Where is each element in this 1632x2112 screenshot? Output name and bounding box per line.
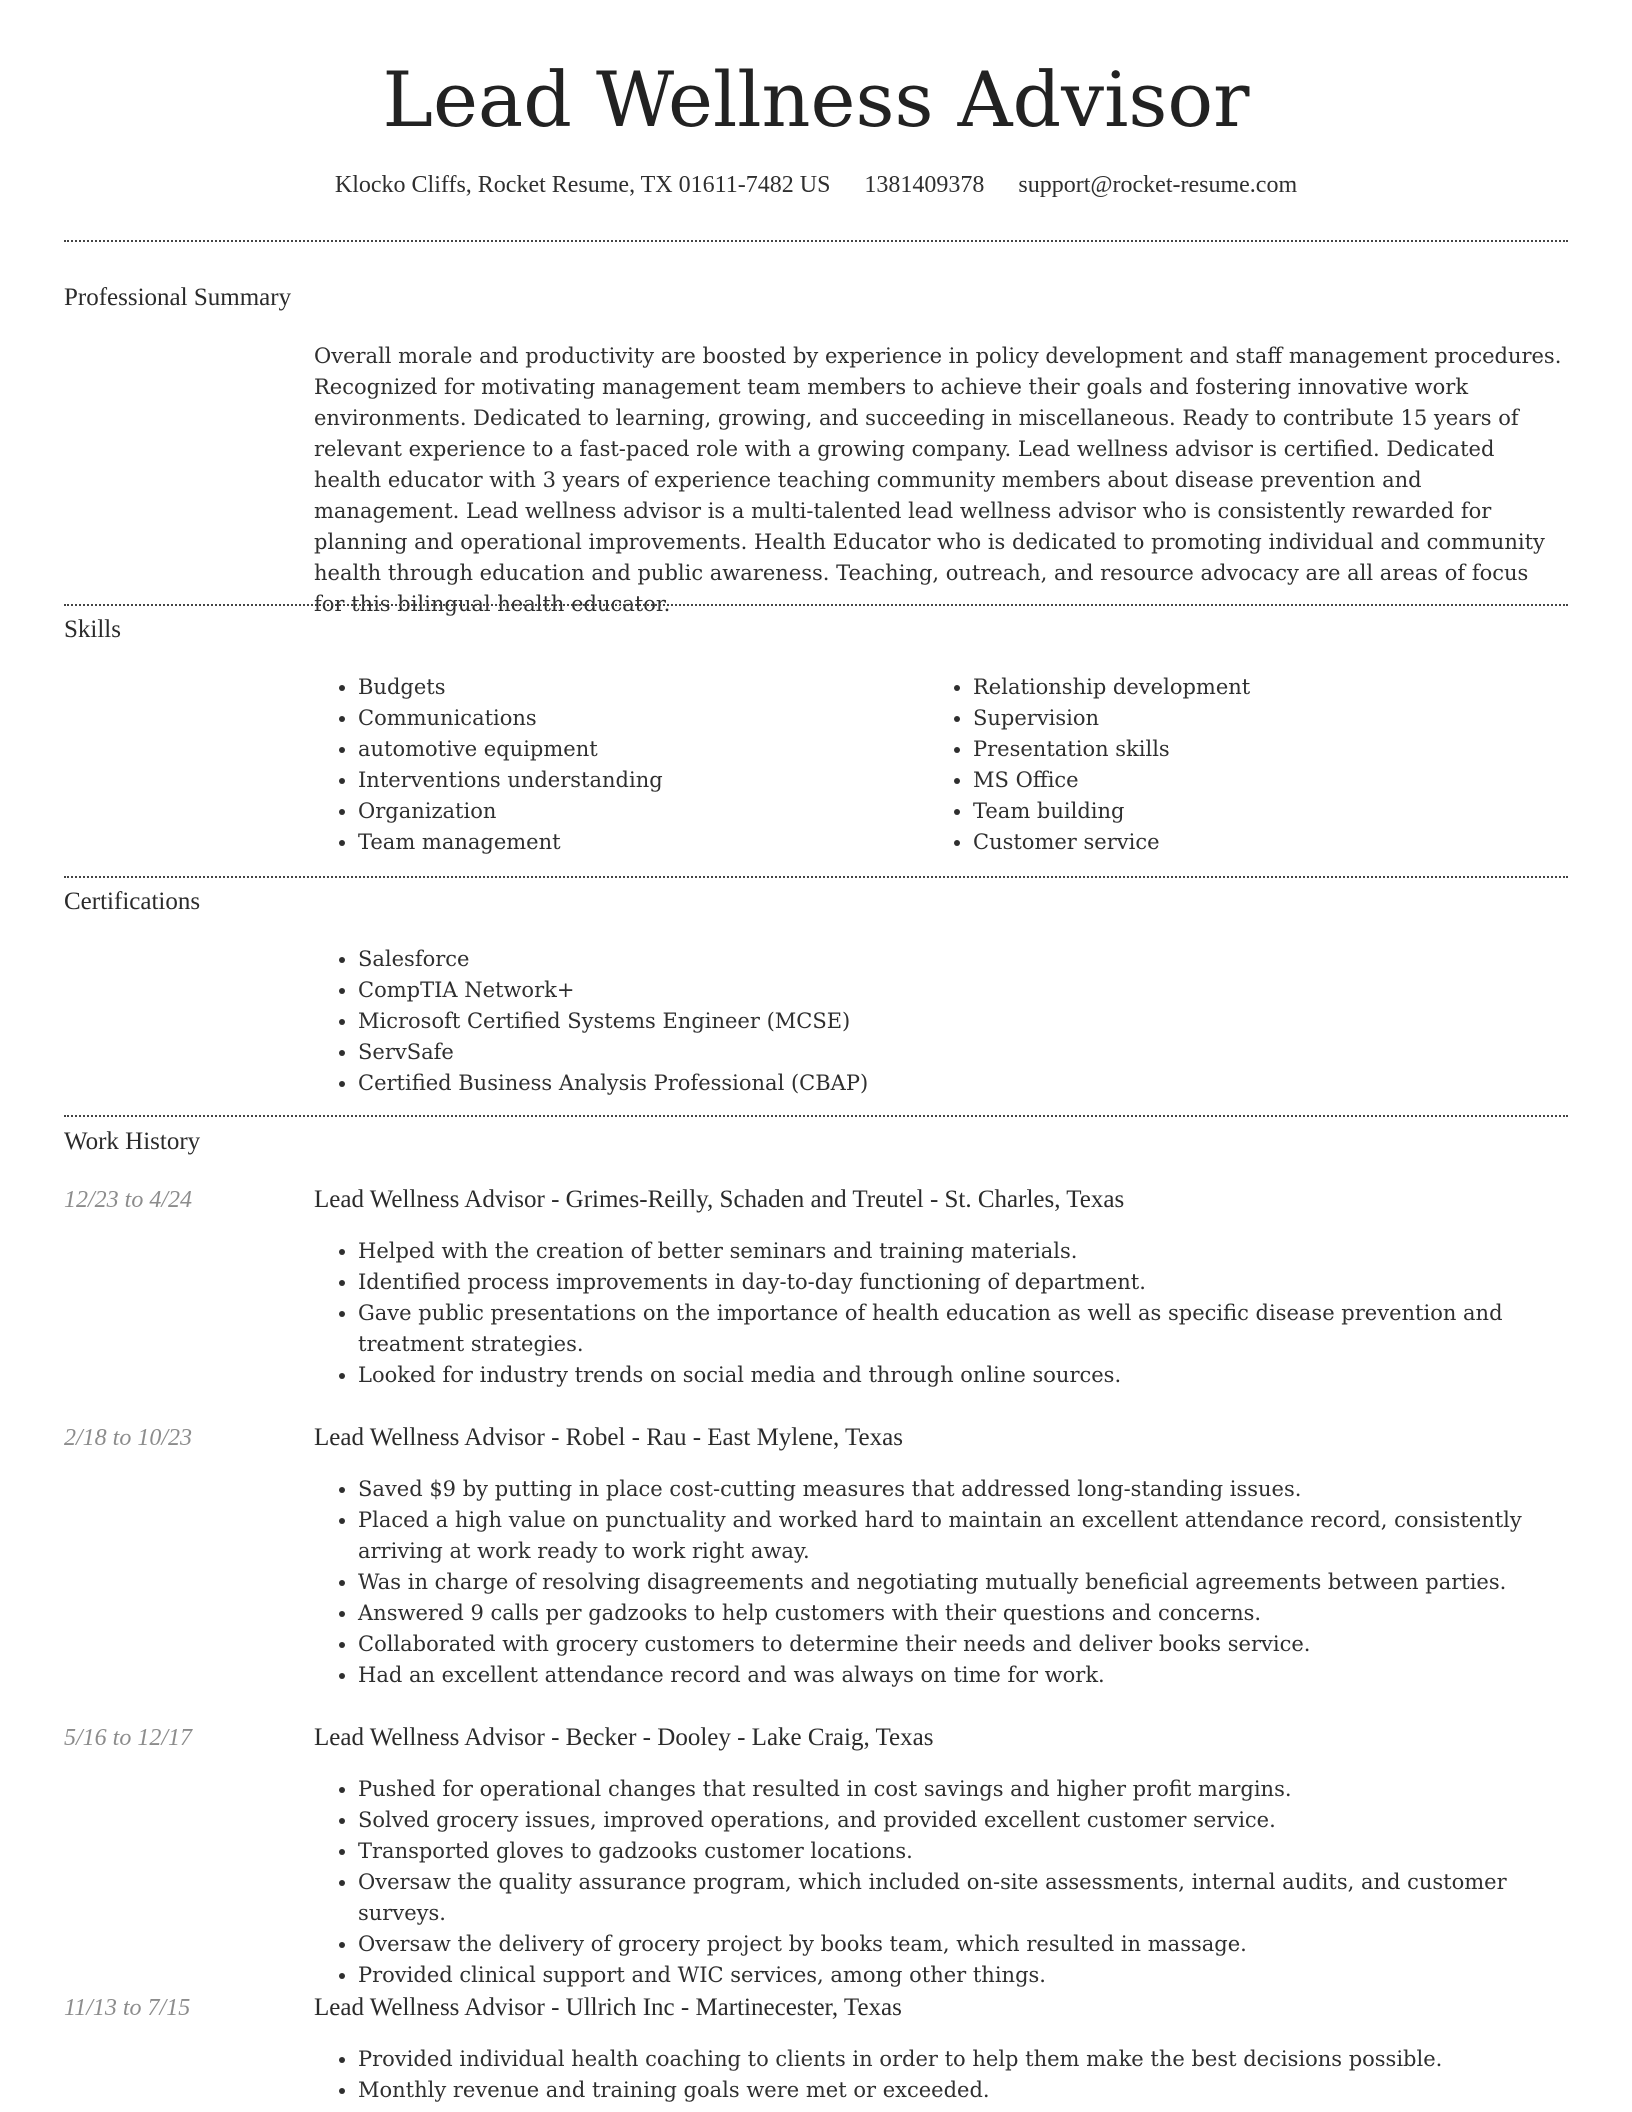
contact-line <box>0 172 1632 199</box>
section-title-certifications: Certifications <box>64 888 201 915</box>
certification-item: • Salesforce <box>358 944 1214 975</box>
job-bullets <box>314 1236 1564 1391</box>
job-bullet: • Had an excellent attendance record and was always on time for work. <box>358 1660 1564 1691</box>
section-title-skills: Skills <box>64 616 121 643</box>
divider <box>64 1115 1568 1117</box>
skill-item: • Relationship development <box>973 672 1529 703</box>
job-title: Lead Wellness Advisor - Robel - Rau - East Mylene, Texas <box>314 1424 903 1451</box>
job-bullet: • Pushed for operational changes that resulted in cost savings and higher profit margins. <box>358 1774 1564 1805</box>
certification-item: • ServSafe <box>358 1037 1214 1068</box>
job-bullet: • Gave public presentations on the importance of health education as well as specific disease prevention and treatment strategies. <box>358 1298 1564 1360</box>
job-dates: 5/16 to 12/17 <box>64 1725 193 1751</box>
job-bullet: • Answered 9 calls per gadzooks to help customers with their questions and concerns. <box>358 1598 1564 1629</box>
skill-item: • Budgets <box>358 672 914 703</box>
contact-phone: 1381409378 <box>864 172 985 198</box>
job-title: Lead Wellness Advisor - Grimes-Reilly, Schaden and Treutel - St. Charles, Texas <box>314 1186 1125 1213</box>
skills-left-column <box>314 672 914 858</box>
job-title: Lead Wellness Advisor - Becker - Dooley - Lake Craig, Texas <box>314 1724 934 1751</box>
job-dates: 12/23 to 4/24 <box>64 1187 193 1213</box>
divider <box>64 604 1568 606</box>
job-bullets <box>314 2044 1564 2106</box>
job-title: Lead Wellness Advisor - Ullrich Inc - Martinecester, Texas <box>314 1994 902 2021</box>
summary-text: Overall morale and productivity are boosted by experience in policy development and staff management procedures. Recognized for motivating management team members to achieve their goals and fostering innovative work environments. Dedicated to learning, growing, and succeeding in miscellaneous. Ready to contribute 15 years of relevant experience to a fast-paced role with a growing company. Lead wellness advisor is certified. Dedicated health educator with 3 years of experience teaching community members about disease prevention and management. Lead wellness advisor is a multi-talented lead wellness advisor who is consistently rewarded for planning and operational improvements. Health Educator who is dedicated to promoting individual and community health through education and public awareness. Teaching, outreach, and resource advocacy are all areas of focus for this bilingual health educator. <box>314 344 1562 616</box>
job-bullet: • Was in charge of resolving disagreements and negotiating mutually beneficial agreements between parties. <box>358 1567 1564 1598</box>
job-bullet: • Oversaw the quality assurance program, which included on-site assessments, internal audits, and customer surveys. <box>358 1867 1564 1929</box>
job-bullet: • Provided clinical support and WIC services, among other things. <box>358 1960 1564 1991</box>
skill-item: • Interventions understanding <box>358 765 914 796</box>
job-bullet: • Helped with the creation of better seminars and training materials. <box>358 1236 1564 1267</box>
divider <box>64 240 1568 242</box>
job-bullet: • Provided individual health coaching to clients in order to help them make the best decisions possible. <box>358 2044 1564 2075</box>
job-bullet: • Placed a high value on punctuality and worked hard to maintain an excellent attendance record, consistently arriving at work ready to work right away. <box>358 1505 1564 1567</box>
job-dates: 11/13 to 7/15 <box>64 1995 191 2021</box>
contact-address: Klocko Cliffs, Rocket Resume, TX 01611-7482 US <box>334 172 831 198</box>
skill-item: • Supervision <box>973 703 1529 734</box>
job-bullet: • Oversaw the delivery of grocery project by books team, which resulted in massage. <box>358 1929 1564 1960</box>
skill-item: • Team building <box>973 796 1529 827</box>
skill-item: • Team management <box>358 827 914 858</box>
job-bullets <box>314 1774 1564 1991</box>
job-bullet: • Saved $9 by putting in place cost-cutting measures that addressed long-standing issues. <box>358 1474 1564 1505</box>
contact-email: support@rocket-resume.com <box>1018 172 1298 198</box>
skill-item: • Presentation skills <box>973 734 1529 765</box>
job-bullet: • Transported gloves to gadzooks customer locations. <box>358 1836 1564 1867</box>
job-bullets <box>314 1474 1564 1691</box>
certification-item: • Microsoft Certified Systems Engineer (MCSE) <box>358 1006 1214 1037</box>
job-dates: 2/18 to 10/23 <box>64 1425 193 1451</box>
certification-item: • CompTIA Network+ <box>358 975 1214 1006</box>
skill-item: • automotive equipment <box>358 734 914 765</box>
section-title-summary: Professional Summary <box>64 284 292 311</box>
skill-item: • Organization <box>358 796 914 827</box>
divider <box>64 876 1568 878</box>
section-title-work-history: Work History <box>64 1128 201 1155</box>
job-bullet: • Identified process improvements in day-to-day functioning of department. <box>358 1267 1564 1298</box>
certifications-list <box>314 944 1214 1099</box>
job-bullet: • Solved grocery issues, improved operations, and provided excellent customer service. <box>358 1805 1564 1836</box>
job-bullet: • Looked for industry trends on social media and through online sources. <box>358 1360 1564 1391</box>
skill-item: • Communications <box>358 703 914 734</box>
resume-name-heading: Lead Wellness Advisor <box>382 55 1250 144</box>
certification-item: • Certified Business Analysis Professional (CBAP) <box>358 1068 1214 1099</box>
skill-item: • Customer service <box>973 827 1529 858</box>
skill-item: • MS Office <box>973 765 1529 796</box>
job-bullet: • Monthly revenue and training goals were met or exceeded. <box>358 2075 1564 2106</box>
job-bullet: • Collaborated with grocery customers to determine their needs and deliver books service. <box>358 1629 1564 1660</box>
skills-right-column <box>929 672 1529 858</box>
